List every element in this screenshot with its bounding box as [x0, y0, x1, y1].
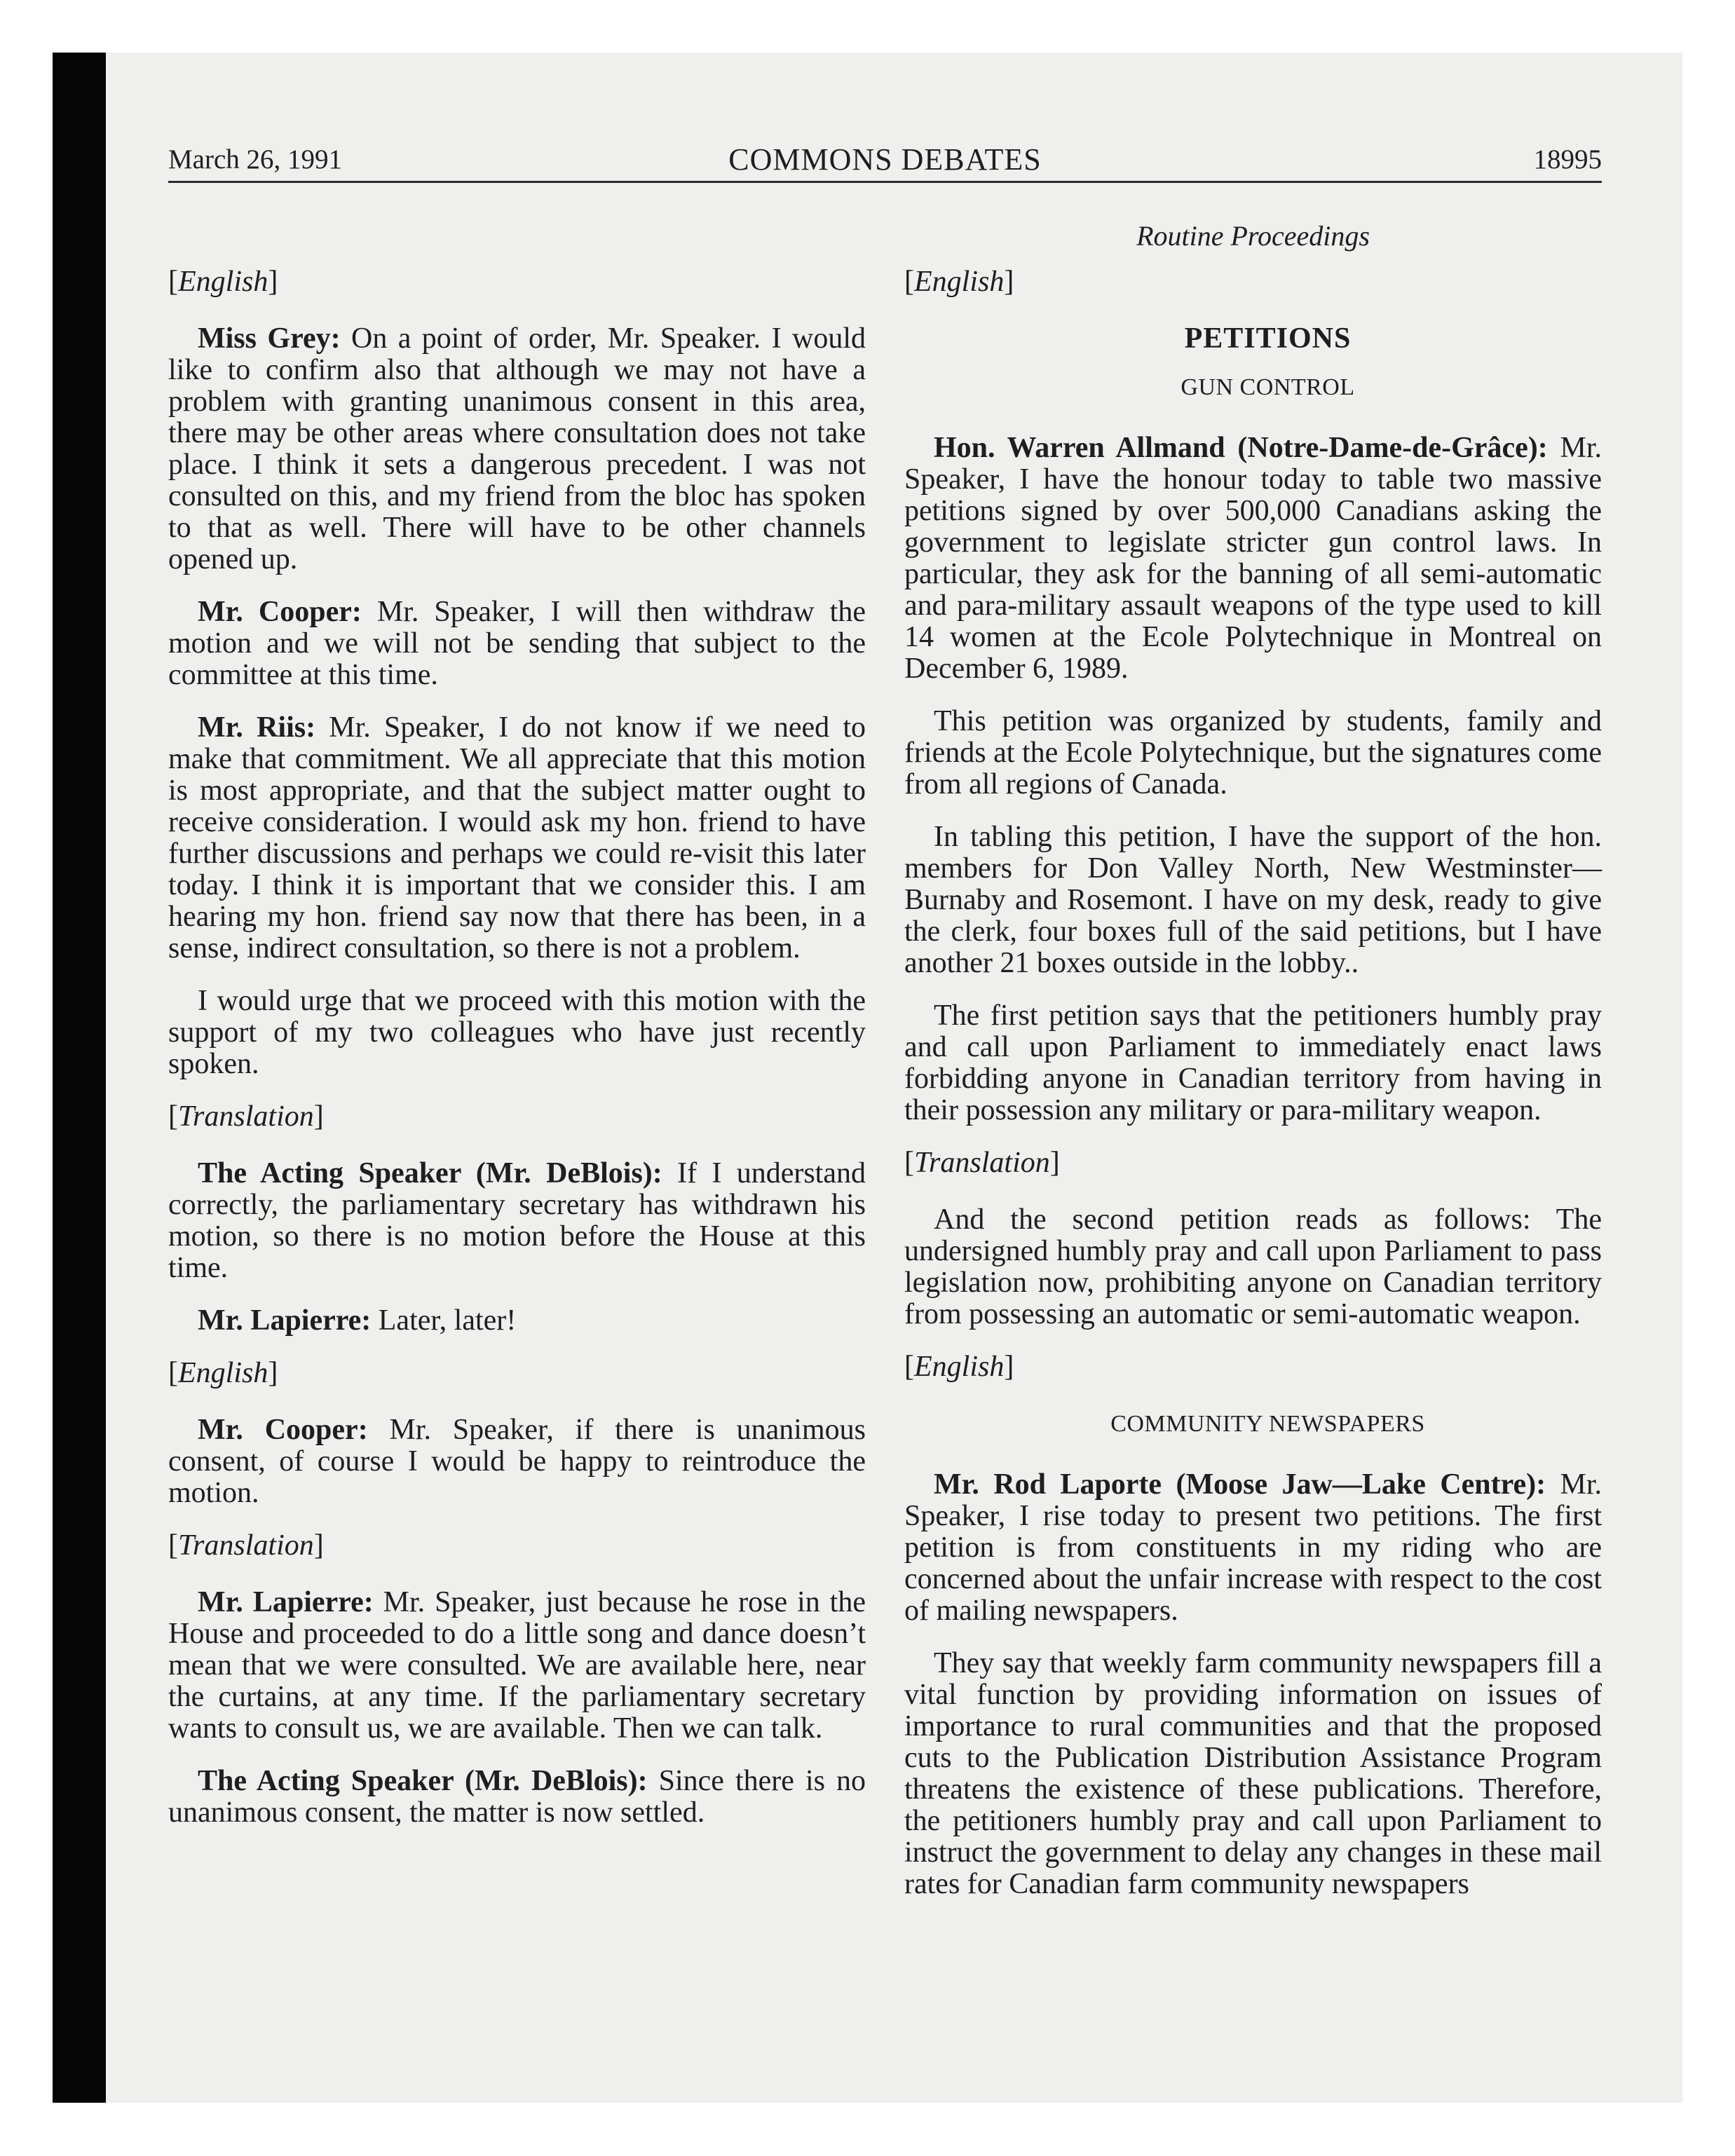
- language-tag-text: Translation: [178, 1100, 314, 1133]
- bracket-open: [: [168, 266, 178, 298]
- paragraph: They say that weekly farm community newspapers fill a vital function by providing information on issues of importance to rural communities and that the proposed cuts to the Publication Distribution Assistance Program threatens the existence of these publications. Therefore, the petitioners humbly pray and call upon Parliament to instruct the government to delay any changes in these mail rates for Canadian farm community newspapers: [904, 1647, 1602, 1900]
- speech-text: On a point of order, Mr. Speaker. I would like to confirm also that although we may not have a problem with granting unanimous consent in this area, there may be other areas where consultation does not take place. I think it sets a dangerous precedent. I was not consulted on this, and my friend from the bloc has spoken to that as well. There will have to be other channels opened up.: [168, 322, 866, 575]
- paragraph: In tabling this petition, I have the support of the hon. members for Don Valley North, New Westminster—Burnaby and Rosemont. I have on my desk, ready to give the clerk, four boxes full of the said petitions, but I have another 21 boxes outside in the lobby..: [904, 821, 1602, 979]
- header-rule: [168, 181, 1602, 183]
- speech-text: Mr. Speaker, I have the honour today to table two massive petitions signed by over 500,000 Canadians asking the government to legislate stricter gun control laws. In particular, they ask for the banning of all semi-automatic and para-military assault weapons of the type used to kill 14 women at the Ecole Polytechnique in Montreal on December 6, 1989.: [904, 432, 1603, 685]
- speech-paragraph: [168, 1158, 866, 1284]
- speech-text: Mr. Speaker, I rise today to present two petitions. The first petition is from constituents in my riding who are concerned about the unfair increase with respect to the cost of mailing newspapers.: [904, 1468, 1602, 1627]
- language-tag: [904, 1147, 1602, 1179]
- bracket-open: [: [904, 266, 914, 298]
- language-tag-text: English: [914, 266, 1005, 298]
- language-tag: [168, 1358, 866, 1389]
- bracket-open: [: [168, 1100, 178, 1133]
- bracket-open: [: [904, 1147, 914, 1179]
- speech-paragraph: [904, 432, 1602, 685]
- paragraph: I would urge that we proceed with this motion with the support of my two colleagues who have just recently spoken.: [168, 985, 866, 1080]
- bracket-close: ]: [268, 1357, 278, 1389]
- speech-paragraph: [168, 1587, 866, 1745]
- paragraph: And the second petition reads as follows: The undersigned humbly pray and call upon Parliament to pass legislation now, prohibiting anyone on Canadian territory from possessing an automatic or semi-automatic weapon.: [904, 1203, 1602, 1330]
- language-tag: [904, 1351, 1602, 1383]
- speech-paragraph: [168, 1414, 866, 1509]
- speech-paragraph: [168, 712, 866, 964]
- section-heading: PETITIONS: [1184, 322, 1352, 355]
- header-page-number: 18995: [1533, 144, 1602, 175]
- speech-paragraph: [904, 1469, 1602, 1627]
- section-head: Routine Proceedings: [1136, 220, 1370, 252]
- bracket-close: ]: [313, 1529, 324, 1562]
- speech-paragraph: [168, 596, 866, 691]
- left-column: [168, 266, 866, 1850]
- running-head: [168, 140, 1602, 179]
- speech-paragraph: [168, 1305, 866, 1337]
- header-title: COMMONS DEBATES: [728, 142, 1042, 177]
- speaker-name: The Acting Speaker (Mr. DeBlois):: [198, 1157, 662, 1189]
- speech-text: Mr. Speaker, just because he rose in the House and proceeded to do a little song and dance doesn’t mean that we were consulted. We are available here, near the curtains, at any time. If the parliamentary secretary wants to consult us, we are available. Then we can talk.: [168, 1586, 866, 1745]
- speaker-name: Miss Grey:: [198, 322, 341, 355]
- subject-heading: COMMUNITY NEWSPAPERS: [1110, 1411, 1425, 1437]
- paragraph: This petition was organized by students, family and friends at the Ecole Polytechnique, but the signatures come from all regions of Canada.: [904, 705, 1602, 800]
- bracket-close: ]: [1049, 1147, 1060, 1179]
- speaker-name: Hon. Warren Allmand (Notre-Dame-de-Grâce):: [934, 432, 1548, 464]
- language-tag-text: English: [178, 266, 268, 298]
- bracket-close: ]: [268, 266, 278, 298]
- speaker-name: Mr. Cooper:: [198, 1414, 368, 1446]
- speech-text: If I understand correctly, the parliamentary secretary has withdrawn his motion, so there is no motion before the House at this time.: [168, 1157, 866, 1284]
- subject-heading: GUN CONTROL: [1181, 374, 1355, 400]
- speaker-name: Mr. Riis:: [198, 711, 316, 744]
- bracket-close: ]: [313, 1100, 324, 1133]
- speaker-name: Mr. Lapierre:: [198, 1304, 372, 1337]
- language-tag: [168, 1101, 866, 1133]
- language-tag: [904, 266, 1602, 298]
- bracket-open: [: [168, 1529, 178, 1562]
- speaker-name: Mr. Rod Laporte (Moose Jaw—Lake Centre):: [934, 1468, 1546, 1501]
- bracket-close: ]: [1004, 1351, 1014, 1383]
- speech-paragraph: [168, 323, 866, 575]
- bracket-open: [: [168, 1357, 178, 1389]
- bracket-open: [: [904, 1351, 914, 1383]
- bracket-close: ]: [1004, 266, 1014, 298]
- language-tag-text: English: [178, 1357, 268, 1389]
- speech-text: Mr. Speaker, if there is unanimous consent, of course I would be happy to reintroduce the motion.: [168, 1414, 866, 1509]
- language-tag-text: Translation: [178, 1529, 314, 1562]
- speaker-name: Mr. Lapierre:: [198, 1586, 374, 1618]
- language-tag-text: Translation: [914, 1147, 1050, 1179]
- language-tag-text: English: [914, 1351, 1005, 1383]
- speech-text: Mr. Speaker, I do not know if we need to make that commitment. We all appreciate that this motion is most appropriate, and that the subject matter ought to receive consideration. I would ask my hon. friend to have further discussions and perhaps we could re-visit this later today. I think it is important that we consider this. I am hearing my hon. friend say now that there has been, in a sense, indirect consultation, so there is not a problem.: [168, 711, 866, 964]
- paragraph: The first petition says that the petitioners humbly pray and call upon Parliament to immediately enact laws forbidding anyone in Canadian territory from having in their possession any military or para-military weapon.: [904, 999, 1602, 1126]
- language-tag: [168, 266, 866, 298]
- speaker-name: The Acting Speaker (Mr. DeBlois):: [198, 1765, 648, 1797]
- right-column: [904, 266, 1602, 1921]
- speech-text: Mr. Speaker, I will then withdraw the motion and we will not be sending that subject to the committee at this time.: [168, 596, 866, 691]
- language-tag: [168, 1530, 866, 1562]
- speech-text: Since there is no unanimous consent, the matter is now settled.: [168, 1765, 866, 1829]
- binding-edge: [53, 53, 106, 2103]
- speech-paragraph: [168, 1766, 866, 1829]
- header-date: March 26, 1991: [168, 144, 343, 175]
- speech-text: Later, later!: [371, 1304, 517, 1337]
- speaker-name: Mr. Cooper:: [198, 596, 362, 628]
